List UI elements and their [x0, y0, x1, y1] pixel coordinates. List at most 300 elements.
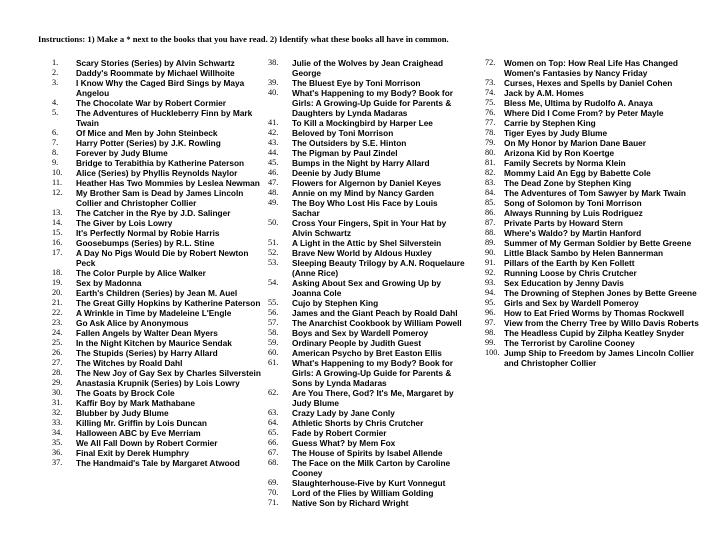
book-list-item — [485, 208, 703, 218]
book-list-item — [52, 358, 266, 368]
book-number: 50. — [268, 218, 279, 227]
book-list-item — [485, 348, 703, 368]
book-title-author: Daddy's Roommate by Michael Willhoite — [76, 68, 235, 78]
book-number: 86. — [485, 208, 496, 217]
book-title-author: Arizona Kid by Ron Koertge — [504, 148, 615, 158]
book-list-item — [485, 298, 703, 308]
book-list-item — [268, 118, 466, 128]
book-list-item — [52, 368, 266, 378]
book-number: 97. — [485, 318, 496, 327]
book-number: 85. — [485, 198, 496, 207]
book-list-item — [485, 258, 703, 268]
book-list-item — [485, 178, 703, 188]
book-list-item — [485, 318, 703, 328]
book-number: 48. — [268, 188, 279, 197]
book-number: 10. — [52, 168, 63, 177]
book-title-author: The Adventures of Tom Sawyer by Mark Twain — [504, 188, 686, 198]
book-list-item — [485, 108, 703, 118]
book-number: 55. — [268, 298, 279, 307]
book-list-item — [268, 418, 466, 428]
book-title-author: The Face on the Milk Carton by Caroline Cooney — [292, 458, 451, 478]
book-title-author: Scary Stories (Series) by Alvin Schwartz — [76, 58, 235, 68]
book-list-item — [52, 248, 266, 268]
book-list-item — [52, 338, 266, 348]
book-number: 11. — [52, 178, 63, 187]
book-number: 89. — [485, 238, 496, 247]
book-title-author: Final Exit by Derek Humphry — [76, 448, 189, 458]
book-number: 9. — [52, 158, 59, 167]
book-number: 24. — [52, 328, 63, 337]
book-number: 66. — [268, 438, 279, 447]
book-number: 60. — [268, 348, 279, 357]
book-list-item — [52, 168, 266, 178]
book-list-item — [268, 248, 466, 258]
book-title-author: The New Joy of Gay Sex by Charles Silverstein — [76, 368, 261, 378]
book-list-item — [52, 438, 266, 448]
book-title-author: A Light in the Attic by Shel Silverstein — [292, 238, 442, 248]
book-number: 46. — [268, 168, 279, 177]
book-title-author: Women on Top: How Real Life Has Changed Women's Fantasies by Nancy Friday — [504, 58, 678, 78]
book-number: 32. — [52, 408, 63, 417]
book-number: 36. — [52, 448, 63, 457]
book-list-item — [485, 278, 703, 288]
book-number: 64. — [268, 418, 279, 427]
book-list-item — [268, 448, 466, 458]
book-number: 42. — [268, 128, 279, 137]
book-number: 90. — [485, 248, 496, 257]
book-list-item — [52, 398, 266, 408]
book-title-author: Song of Solomon by Toni Morrison — [504, 198, 642, 208]
book-number: 69. — [268, 478, 279, 487]
book-title-author: Little Black Sambo by Helen Bannerman — [504, 248, 664, 258]
book-title-author: Running Loose by Chris Crutcher — [504, 268, 637, 278]
book-number: 33. — [52, 418, 63, 427]
book-number: 13. — [52, 208, 63, 217]
book-number: 68. — [268, 458, 279, 467]
book-list-item — [485, 228, 703, 238]
book-list-item — [268, 188, 466, 198]
book-title-author: Are You There, God? It's Me, Margaret by Judy Blume — [292, 388, 454, 408]
book-list-item — [485, 158, 703, 168]
book-list-item — [268, 408, 466, 418]
book-number: 94. — [485, 288, 496, 297]
book-list-item — [268, 78, 466, 88]
book-number: 51. — [268, 238, 279, 247]
book-list-item — [485, 308, 703, 318]
book-title-author: Forever by Judy Blume — [76, 148, 168, 158]
book-number: 72. — [485, 58, 496, 67]
book-title-author: We All Fall Down by Robert Cormier — [76, 438, 218, 448]
book-list-column-1 — [52, 58, 266, 468]
book-number: 30. — [52, 388, 63, 397]
book-title-author: A Wrinkle in Time by Madeleine L'Engle — [76, 308, 232, 318]
book-title-author: The Witches by Roald Dahl — [76, 358, 183, 368]
book-number: 76. — [485, 108, 496, 117]
book-number: 62. — [268, 388, 279, 397]
book-list-item — [52, 408, 266, 418]
book-list-item — [268, 458, 466, 478]
book-title-author: Private Parts by Howard Stern — [504, 218, 623, 228]
book-number: 54. — [268, 278, 279, 287]
book-number: 92. — [485, 268, 496, 277]
book-number: 100. — [485, 348, 500, 357]
book-list-item — [485, 88, 703, 98]
book-title-author: The Handmaid's Tale by Margaret Atwood — [76, 458, 240, 468]
book-number: 78. — [485, 128, 496, 137]
book-title-author: What's Happening to my Body? Book for Girls: A Growing-Up Guide for Parents & Sons by Lynda Madaras — [292, 358, 453, 388]
book-title-author: Deenie by Judy Blume — [292, 168, 381, 178]
book-number: 87. — [485, 218, 496, 227]
book-list-item — [52, 58, 266, 68]
book-title-author: Asking About Sex and Growing Up by Joanna Cole — [292, 278, 442, 298]
book-list-item — [52, 218, 266, 228]
book-title-author: Brave New World by Aldous Huxley — [292, 248, 432, 258]
book-title-author: Tiger Eyes by Judy Blume — [504, 128, 608, 138]
book-title-author: Goosebumps (Series) by R.L. Stine — [76, 238, 215, 248]
book-list-item — [52, 138, 266, 148]
book-list-item — [52, 148, 266, 158]
book-title-author: Curses, Hexes and Spells by Daniel Cohen — [504, 78, 673, 88]
book-list-item — [52, 68, 266, 78]
book-title-author: The Outsiders by S.E. Hinton — [292, 138, 407, 148]
book-title-author: Slaughterhouse-Five by Kurt Vonnegut — [292, 478, 446, 488]
book-number: 2. — [52, 68, 59, 77]
book-list-item — [485, 268, 703, 278]
book-list-item — [268, 478, 466, 488]
book-title-author: Cujo by Stephen King — [292, 298, 379, 308]
book-list-item — [268, 358, 466, 388]
book-list-item — [52, 98, 266, 108]
book-list-item — [485, 188, 703, 198]
book-number: 22. — [52, 308, 63, 317]
book-title-author: The Pigman by Paul Zindel — [292, 148, 398, 158]
book-list-item — [52, 328, 266, 338]
book-list-item — [268, 278, 466, 298]
book-title-author: Bridge to Terabithia by Katherine Paterson — [76, 158, 245, 168]
book-list-item — [485, 248, 703, 258]
book-list-column-2 — [268, 58, 466, 508]
book-number: 28. — [52, 368, 63, 377]
book-list-item — [268, 338, 466, 348]
book-list-item — [52, 298, 266, 308]
book-number: 56. — [268, 308, 279, 317]
book-number: 63. — [268, 408, 279, 417]
book-number: 31. — [52, 398, 63, 407]
book-title-author: Fade by Robert Cormier — [292, 428, 387, 438]
book-title-author: The Dead Zone by Stephen King — [504, 178, 632, 188]
book-number: 80. — [485, 148, 496, 157]
book-title-author: The Terrorist by Caroline Cooney — [504, 338, 635, 348]
book-list-item — [485, 118, 703, 128]
book-title-author: Where Did I Come From? by Peter Mayle — [504, 108, 664, 118]
book-number: 65. — [268, 428, 279, 437]
book-list-item — [52, 348, 266, 358]
book-title-author: Halloween ABC by Eve Merriam — [76, 428, 201, 438]
book-number: 21. — [52, 298, 63, 307]
book-title-author: Cross Your Fingers, Spit in Your Hat by Alvin Schwartz — [292, 218, 447, 238]
book-title-author: Boys and Sex by Wardell Pomeroy — [292, 328, 429, 338]
book-list-item — [52, 188, 266, 208]
book-number: 27. — [52, 358, 63, 367]
book-number: 15. — [52, 228, 63, 237]
book-list-item — [52, 128, 266, 138]
book-list-item — [268, 138, 466, 148]
book-number: 53. — [268, 258, 279, 267]
book-list-item — [268, 148, 466, 158]
book-number: 77. — [485, 118, 496, 127]
book-title-author: Carrie by Stephen King — [504, 118, 596, 128]
book-title-author: I Know Why the Caged Bird Sings by Maya Angelou — [76, 78, 245, 98]
book-list-item — [268, 238, 466, 248]
book-list-item — [268, 258, 466, 278]
book-list-item — [52, 178, 266, 188]
book-title-author: Ordinary People by Judith Guest — [292, 338, 422, 348]
book-list-item — [52, 418, 266, 428]
book-title-author: Native Son by Richard Wright — [292, 498, 409, 508]
book-number: 18. — [52, 268, 63, 277]
book-title-author: Anastasia Krupnik (Series) by Lois Lowry — [76, 378, 240, 388]
book-number: 40. — [268, 88, 279, 97]
book-number: 67. — [268, 448, 279, 457]
book-list-item — [485, 148, 703, 158]
book-number: 82. — [485, 168, 496, 177]
book-number: 52. — [268, 248, 279, 257]
book-title-author: The Giver by Lois Lowry — [76, 218, 173, 228]
book-number: 45. — [268, 158, 279, 167]
book-number: 26. — [52, 348, 63, 357]
book-number: 4. — [52, 98, 59, 107]
book-number: 47. — [268, 178, 279, 187]
book-title-author: Mommy Laid An Egg by Babette Cole — [504, 168, 651, 178]
book-title-author: The Anarchist Cookbook by William Powell — [292, 318, 462, 328]
book-title-author: The Adventures of Huckleberry Finn by Mark Twain — [76, 108, 253, 128]
book-title-author: Killing Mr. Griffin by Lois Duncan — [76, 418, 207, 428]
book-title-author: Athletic Shorts by Chris Crutcher — [292, 418, 424, 428]
book-title-author: The Catcher in the Rye by J.D. Salinger — [76, 208, 231, 218]
book-title-author: Annie on my Mind by Nancy Garden — [292, 188, 434, 198]
book-number: 95. — [485, 298, 496, 307]
book-number: 91. — [485, 258, 496, 267]
book-list-item — [52, 268, 266, 278]
book-list-item — [52, 238, 266, 248]
book-number: 37. — [52, 458, 63, 467]
book-list-item — [485, 138, 703, 148]
book-list-item — [268, 308, 466, 318]
book-list-item — [268, 88, 466, 118]
book-title-author: Jump Ship to Freedom by James Lincoln Collier and Christopher Collier — [504, 348, 694, 368]
book-list-item — [52, 458, 266, 468]
book-list-item — [52, 428, 266, 438]
book-number: 61. — [268, 358, 279, 367]
book-number: 38. — [268, 58, 279, 67]
book-list-item — [52, 388, 266, 398]
book-number: 49. — [268, 198, 279, 207]
book-list-item — [268, 168, 466, 178]
book-title-author: Blubber by Judy Blume — [76, 408, 169, 418]
book-title-author: The Bluest Eye by Toni Morrison — [292, 78, 421, 88]
book-list-item — [268, 428, 466, 438]
book-list-item — [485, 98, 703, 108]
book-number: 57. — [268, 318, 279, 327]
book-number: 29. — [52, 378, 63, 387]
book-title-author: Pillars of the Earth by Ken Follett — [504, 258, 635, 268]
book-list-item — [52, 108, 266, 128]
book-number: 83. — [485, 178, 496, 187]
book-title-author: To Kill a Mockingbird by Harper Lee — [292, 118, 433, 128]
book-number: 6. — [52, 128, 59, 137]
book-list-item — [52, 318, 266, 328]
book-title-author: Always Running by Luis Rodriguez — [504, 208, 643, 218]
book-list-item — [52, 78, 266, 98]
book-list-item — [52, 308, 266, 318]
book-title-author: Girls and Sex by Wardell Pomeroy — [504, 298, 639, 308]
instructions-text: Instructions: 1) Make a * next to the books that you have read. 2) Identify what these books all have in common. — [38, 34, 449, 44]
book-number: 1. — [52, 58, 59, 67]
book-number: 96. — [485, 308, 496, 317]
book-title-author: The Chocolate War by Robert Cormier — [76, 98, 226, 108]
book-number: 44. — [268, 148, 279, 157]
book-title-author: Crazy Lady by Jane Conly — [292, 408, 395, 418]
book-title-author: The Boy Who Lost His Face by Louis Sachar — [292, 198, 438, 218]
book-title-author: Harry Potter (Series) by J.K. Rowling — [76, 138, 221, 148]
book-number: 25. — [52, 338, 63, 347]
book-list-item — [485, 288, 703, 298]
book-title-author: How to Eat Fried Worms by Thomas Rockwell — [504, 308, 685, 318]
book-list-item — [268, 488, 466, 498]
book-number: 70. — [268, 488, 279, 497]
book-number: 23. — [52, 318, 63, 327]
book-number: 3. — [52, 78, 59, 87]
book-list-item — [52, 158, 266, 168]
book-title-author: Sex by Madonna — [76, 278, 142, 288]
book-title-author: Sleeping Beauty Trilogy by A.N. Roquelaure (Anne Rice) — [292, 258, 465, 278]
book-title-author: Jack by A.M. Homes — [504, 88, 584, 98]
book-number: 43. — [268, 138, 279, 147]
book-number: 35. — [52, 438, 63, 447]
book-list-item — [268, 498, 466, 508]
book-number: 73. — [485, 78, 496, 87]
book-list-item — [52, 278, 266, 288]
book-list-item — [268, 178, 466, 188]
book-list-item — [485, 198, 703, 208]
book-list-item — [52, 208, 266, 218]
book-title-author: A Day No Pigs Would Die by Robert Newton Peck — [76, 248, 249, 268]
book-list-item — [485, 218, 703, 228]
book-number: 84. — [485, 188, 496, 197]
book-number: 34. — [52, 428, 63, 437]
book-list-item — [268, 158, 466, 168]
book-number: 12. — [52, 188, 63, 197]
book-title-author: The Drowning of Stephen Jones by Bette Greene — [504, 288, 697, 298]
book-list-item — [268, 128, 466, 138]
book-list-item — [268, 318, 466, 328]
book-list-item — [268, 218, 466, 238]
book-number: 74. — [485, 88, 496, 97]
book-number: 5. — [52, 108, 59, 117]
book-list-item — [485, 78, 703, 88]
book-title-author: Beloved by Toni Morrison — [292, 128, 394, 138]
book-title-author: Fallen Angels by Walter Dean Myers — [76, 328, 218, 338]
book-list-item — [268, 348, 466, 358]
book-list-item — [52, 228, 266, 238]
book-list-item — [268, 328, 466, 338]
book-title-author: View from the Cherry Tree by Willo Davis Roberts — [504, 318, 699, 328]
book-title-author: Flowers for Algernon by Daniel Keyes — [292, 178, 442, 188]
book-title-author: Lord of the Flies by William Golding — [292, 488, 434, 498]
book-number: 8. — [52, 148, 59, 157]
book-title-author: Bumps in the Night by Harry Allard — [292, 158, 430, 168]
book-number: 58. — [268, 328, 279, 337]
book-list-item — [52, 378, 266, 388]
book-title-author: In the Night Kitchen by Maurice Sendak — [76, 338, 232, 348]
book-number: 7. — [52, 138, 59, 147]
book-list-item — [268, 298, 466, 308]
book-title-author: Julie of the Wolves by Jean Craighead George — [292, 58, 444, 78]
book-title-author: The Goats by Brock Cole — [76, 388, 175, 398]
book-number: 71. — [268, 498, 279, 507]
book-list-item — [268, 198, 466, 218]
book-title-author: My Brother Sam is Dead by James Lincoln Collier and Christopher Collier — [76, 188, 244, 208]
book-list-item — [485, 328, 703, 338]
book-list-item — [52, 288, 266, 298]
book-list-item — [268, 438, 466, 448]
book-title-author: Bless Me, Ultima by Rudolfo A. Anaya — [504, 98, 653, 108]
book-number: 81. — [485, 158, 496, 167]
book-title-author: Kaffir Boy by Mark Mathabane — [76, 398, 195, 408]
book-number: 14. — [52, 218, 63, 227]
book-list-item — [485, 58, 703, 78]
book-title-author: Guess What? by Mem Fox — [292, 438, 396, 448]
book-title-author: James and the Giant Peach by Roald Dahl — [292, 308, 458, 318]
book-list-item — [268, 388, 466, 408]
book-title-author: The House of Spirits by Isabel Allende — [292, 448, 443, 458]
book-number: 79. — [485, 138, 496, 147]
book-title-author: Summer of My German Soldier by Bette Greene — [504, 238, 692, 248]
book-list-item — [485, 128, 703, 138]
book-list-item — [52, 448, 266, 458]
book-title-author: Sex Education by Jenny Davis — [504, 278, 624, 288]
book-number: 16. — [52, 238, 63, 247]
book-list-item — [485, 238, 703, 248]
book-number: 98. — [485, 328, 496, 337]
book-list-item — [485, 168, 703, 178]
book-number: 17. — [52, 248, 63, 257]
book-number: 41. — [268, 118, 279, 127]
book-title-author: American Psycho by Bret Easton Ellis — [292, 348, 442, 358]
book-title-author: Heather Has Two Mommies by Leslea Newman — [76, 178, 260, 188]
book-title-author: Of Mice and Men by John Steinbeck — [76, 128, 218, 138]
book-title-author: It's Perfectly Normal by Robie Harris — [76, 228, 220, 238]
book-number: 20. — [52, 288, 63, 297]
book-number: 99. — [485, 338, 496, 347]
book-title-author: Go Ask Alice by Anonymous — [76, 318, 189, 328]
book-list-column-3 — [485, 58, 703, 368]
book-title-author: Where's Waldo? by Martin Hanford — [504, 228, 642, 238]
book-list-item — [485, 338, 703, 348]
book-title-author: Earth's Children (Series) by Jean M. Auel — [76, 288, 238, 298]
book-title-author: What's Happening to my Body? Book for Girls: A Growing-Up Guide for Parents & Daughters by Lynda Madaras — [292, 88, 453, 118]
book-title-author: The Great Gilly Hopkins by Katherine Paterson — [76, 298, 261, 308]
book-title-author: The Headless Cupid by Zilpha Keatley Snyder — [504, 328, 685, 338]
book-title-author: On My Honor by Marion Dane Bauer — [504, 138, 646, 148]
book-title-author: Family Secrets by Norma Klein — [504, 158, 626, 168]
book-number: 88. — [485, 228, 496, 237]
book-number: 59. — [268, 338, 279, 347]
book-number: 93. — [485, 278, 496, 287]
book-title-author: The Stupids (Series) by Harry Allard — [76, 348, 218, 358]
book-number: 19. — [52, 278, 63, 287]
book-title-author: Alice (Series) by Phyllis Reynolds Naylor — [76, 168, 238, 178]
